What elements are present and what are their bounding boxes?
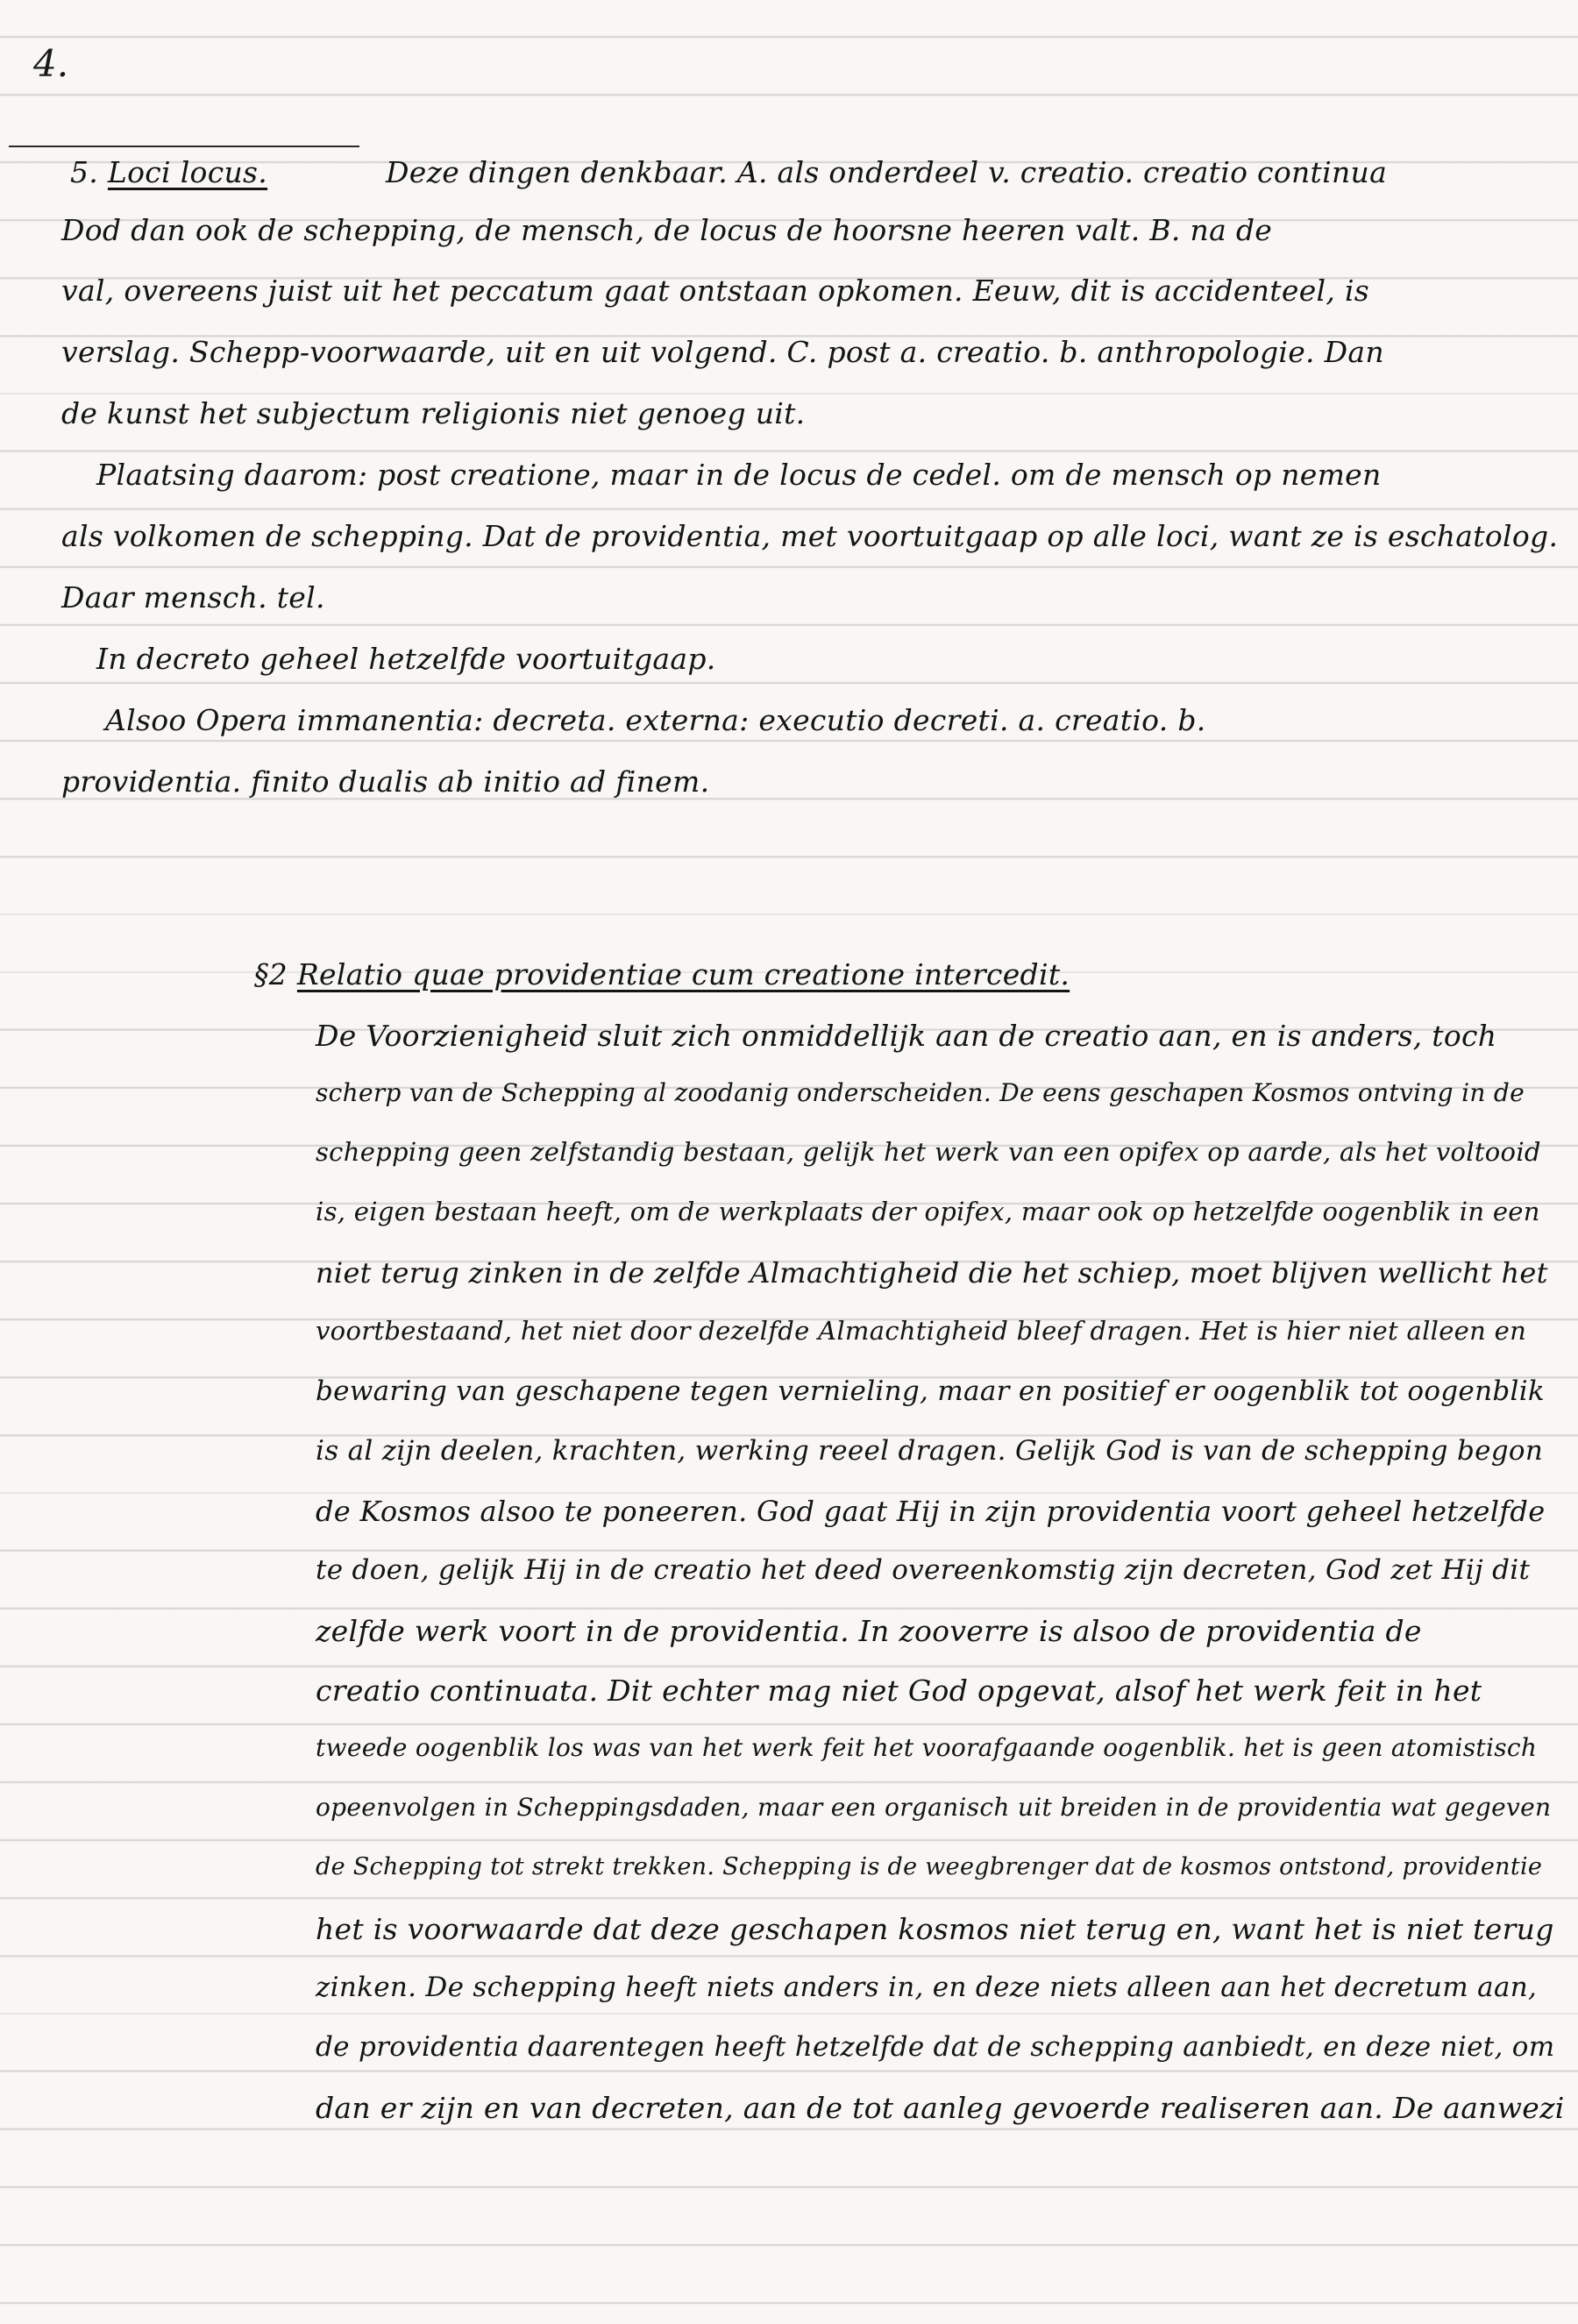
section1-line: In decreto geheel hetzelfde voortuitgaap. <box>96 642 716 676</box>
section2-line: zinken. De schepping heeft niets anders in, en deze niets alleen aan het decretum aan, <box>316 1972 1538 2003</box>
section2-line: bewaring van geschapene tegen vernieling, maar en positief er oogenblik tot oogenblik <box>316 1375 1546 1407</box>
section1-line: de kunst het subjectum religionis niet genoeg uit. <box>61 396 806 430</box>
section2-line: niet terug zinken in de zelfde Almachtigheid die het schiep, moet blijven wellicht het <box>316 1256 1548 1290</box>
section1-line: Deze dingen denkbaar. A. als onderdeel v. creatio. creatio continua <box>386 155 1388 189</box>
section2-heading-line <box>254 957 1070 991</box>
section1-heading-number: 5. <box>70 155 99 189</box>
section1-heading-line <box>70 155 268 189</box>
section2-line: is al zijn deelen, krachten, werking reeel dragen. Gelijk God is van de schepping begon <box>316 1435 1544 1467</box>
section2-heading: Relatio quae providentiae cum creatione intercedit. <box>296 957 1070 991</box>
section2-line: de Schepping tot strekt trekken. Schepping is de weegbrenger dat de kosmos ontstond, providentie <box>316 1853 1543 1880</box>
section1-line: val, overeens juist uit het peccatum gaat ontstaan opkomen. Eeuw, dit is accidenteel, is <box>61 274 1370 308</box>
section2-line: creatio continuata. Dit echter mag niet God opgevat, alsof het werk feit in het <box>316 1674 1482 1708</box>
section2-line: zelfde werk voort in de providentia. In zooverre is alsoo de providentia de <box>316 1614 1422 1648</box>
section2-line: te doen, gelijk Hij in de creatio het deed overeenkomstig zijn decreten, God zet Hij dit <box>316 1554 1531 1586</box>
section1-line: Alsoo Opera immanentia: decreta. externa: executio decreti. a. creatio. b. <box>105 703 1206 737</box>
section1-line: Plaatsing daarom: post creatione, maar in de locus de cedel. om de mensch op nemen <box>96 458 1382 492</box>
section2-line: scherp van de Schepping al zoodanig onderscheiden. De eens geschapen Kosmos ontving in de <box>316 1078 1525 1107</box>
section1-heading: Loci locus. <box>107 155 268 189</box>
header-rule <box>9 146 359 147</box>
section2-line: de providentia daarentegen heeft hetzelfde dat de schepping aanbiedt, en deze niet, om <box>316 2031 1555 2063</box>
section2-line: tweede oogenblik los was van het werk feit het voorafgaande oogenblik. het is geen atomistisch <box>316 1733 1538 1762</box>
section1-line: Dod dan ook de schepping, de mensch, de locus de hoorsne heeren valt. B. na de <box>61 213 1273 247</box>
page-number: 4. <box>33 42 69 85</box>
section1-line: providentia. finito dualis ab initio ad finem. <box>61 764 710 799</box>
section2-line: voortbestaand, het niet door dezelfde Almachtigheid bleef dragen. Het is hier niet alleen en <box>316 1316 1527 1346</box>
section2-heading-number: §2 <box>254 957 288 991</box>
section1-line: verslag. Schepp-voorwaarde, uit en uit volgend. C. post a. creatio. b. anthropologie. Dan <box>61 335 1384 369</box>
section2-line: is, eigen bestaan heeft, om de werkplaats der opifex, maar ook op hetzelfde oogenblik in een <box>316 1197 1540 1226</box>
section2-line: dan er zijn en van decreten, aan de tot aanleg gevoerde realiseren aan. De aanwezi <box>316 2091 1565 2125</box>
section2-line: schepping geen zelfstandig bestaan, gelijk het werk van een opifex op aarde, als het voltooid <box>316 1137 1541 1167</box>
section2-line: De Voorzienigheid sluit zich onmiddellijk aan de creatio aan, en is anders, toch <box>316 1019 1497 1053</box>
section1-line: als volkomen de schepping. Dat de providentia, met voortuitgaap op alle loci, want ze is eschatolog. <box>61 519 1559 553</box>
section1-line: Daar mensch. tel. <box>61 580 325 615</box>
section2-line: opeenvolgen in Scheppingsdaden, maar een organisch uit breiden in de providentia wat gegeven <box>316 1793 1552 1822</box>
section2-line: de Kosmos alsoo te poneeren. God gaat Hij in zijn providentia voort geheel hetzelfde <box>316 1495 1546 1528</box>
section2-line: het is voorwaarde dat deze geschapen kosmos niet terug en, want het is niet terug <box>316 1912 1554 1946</box>
